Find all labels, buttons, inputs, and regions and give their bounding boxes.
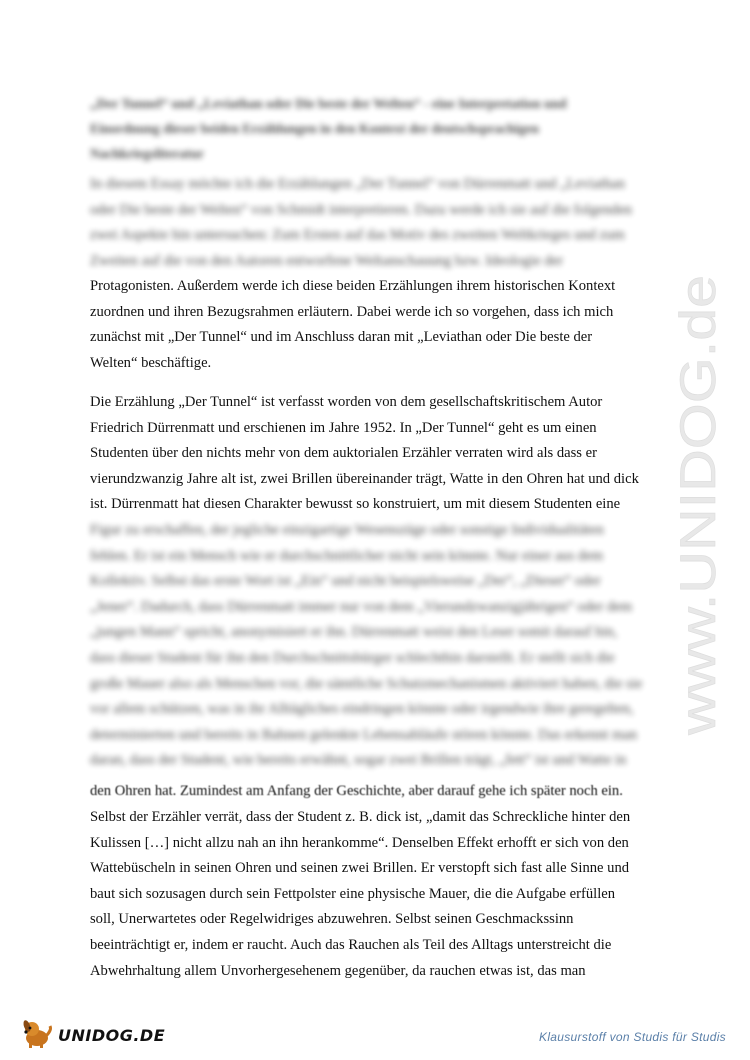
text-line: dass dieser Student für ihn den Durchschnittsbürger schlechthin darstellt. Er stellt sich die bbox=[90, 649, 615, 666]
text-line: Friedrich Dürrenmatt und erschienen im Jahre 1952. In „Der Tunnel“ geht es um einen bbox=[90, 419, 597, 436]
text-line: „Jener“. Dadurch, dass Dürrenmatt immer nur von dem „Vierundzwanzigjährigen“ oder dem bbox=[90, 598, 633, 615]
text-line: determinierten und bereits in Bahnen gelenkte Lebensabläufe stören könnte. Das erkennt man bbox=[90, 726, 638, 743]
title-line: Einordnung dieser beiden Erzählungen in den Kontext der deutschsprachigen bbox=[90, 121, 539, 136]
text-line: Wattebüscheln in seinen Ohren und seinen zwei Brillen. Er verstopft sich fast alle Sinne und bbox=[90, 860, 630, 877]
text-line: Kulissen […] nicht allzu nah an ihn herankomme“. Denselben Effekt erhofft er sich von den bbox=[90, 834, 629, 851]
text-line: Abwehrhaltung allem Unvorhergesehenem gegenüber, da rauchen etwas ist, das man bbox=[90, 962, 586, 979]
text-line: zwei Aspekte hin untersuchen: Zum Ersten auf das Motiv des zweiten Weltkrieges und zum bbox=[90, 227, 625, 244]
svg-text:www.UNIDOG.de: www.UNIDOG.de bbox=[670, 346, 726, 735]
logo-text: UNIDOG.DE bbox=[58, 1025, 166, 1045]
text-line: Studenten über den nichts mehr von dem auktorialen Erzähler verraten wird als dass er bbox=[90, 445, 597, 462]
text-line: beeinträchtigt er, indem er raucht. Auch das Rauchen als Teil des Alltags unterstreicht die bbox=[90, 936, 612, 953]
text-line: oder Die beste der Welten“ von Schmidt interpretieren. Dazu werde ich sie auf die folgenden bbox=[90, 201, 632, 218]
text-line: In diesem Essay möchte ich die Erzählungen „Der Tunnel“ von Dürrenmatt und „Leviathan bbox=[90, 176, 625, 192]
footer-tagline: Klausurstoff von Studis für Studis bbox=[539, 1030, 726, 1044]
paragraph-tunnel bbox=[90, 390, 660, 518]
footer-logo[interactable] bbox=[20, 1015, 180, 1055]
watermark bbox=[657, 270, 737, 740]
text-line: den Ohren hat. Zumindest am Anfang der Geschichte, aber darauf gehe ich später noch ein. bbox=[90, 783, 623, 799]
text-line: große Mauer also als Menschen vor, die sämtliche Schutzmechanismen aktiviert haben, die sie bbox=[90, 675, 643, 692]
text-line: zunächst mit „Der Tunnel“ und im Anschluss daran mit „Leviathan oder Die beste der bbox=[90, 329, 593, 346]
text-line: Figur zu erschaffen, der jegliche einzigartige Wesenszüge oder sonstige Individualitäten bbox=[90, 522, 604, 538]
text-line: „jungen Mann“ spricht, anonymisiert er ihn. Dürrenmatt weist den Leser somit darauf hin, bbox=[90, 624, 618, 641]
text-line: Selbst der Erzähler verrät, dass der Student z. B. dick ist, „damit das Schreckliche hinter den bbox=[90, 809, 631, 825]
text-line: Zweiten auf die von den Autoren entworfene Weltanschauung bzw. Ideologie der bbox=[90, 252, 563, 269]
text-line: vierundzwanzig Jahre alt ist, zwei Brillen übereinander trägt, Watte in den Ohren hat und dick bbox=[90, 470, 639, 487]
text-line: daran, dass der Student, wie bereits erwähnt, sogar zwei Brillen trägt, „fett“ ist und Watte in bbox=[90, 752, 627, 769]
text-line: Welten“ beschäftige. bbox=[90, 354, 212, 371]
intro-paragraph-blurred bbox=[90, 172, 660, 274]
document-title bbox=[90, 91, 610, 166]
text-line: Die Erzählung „Der Tunnel“ ist verfasst worden von dem gesellschaftskritischem Autor bbox=[90, 394, 603, 410]
text-line: ist. Dürrenmatt hat diesen Charakter bewusst so konstruiert, um mit diesem Studenten eine bbox=[90, 496, 621, 513]
dog-logo-icon bbox=[20, 1016, 54, 1055]
text-line: Kollektiv. Selbst das erste Wort ist „Ein“ und nicht beispielsweise „Der“, „Dieser“ oder bbox=[90, 573, 601, 590]
text-line: fehlen. Er ist ein Mensch wie er durchschnittlicher nicht sein könnte. Nur einer aus dem bbox=[90, 547, 604, 564]
text-line: zuordnen und ihren Bezugsrahmen erläutern. Dabei werde ich so vorgehen, dass ich mich bbox=[90, 303, 614, 320]
middle-paragraph-blurred bbox=[90, 518, 660, 774]
text-line: soll, Unerwartetes oder Regelwidriges abzuwehren. Selbst seinen Geschmackssinn bbox=[90, 911, 574, 928]
transition-line bbox=[90, 779, 660, 805]
paragraph-senses bbox=[90, 805, 660, 984]
text-line: baut sich sozusagen durch sein Fettpolster eine physische Mauer, die die Aufgabe erfüllen bbox=[90, 885, 616, 902]
paragraph-intro bbox=[90, 274, 660, 376]
title-line: Nachkriegsliteratur bbox=[90, 146, 204, 161]
text-line: vor allem schützen, was in ihr Alltägliches eindringen könnte oder irgendwie ihre geregelten, bbox=[90, 701, 634, 718]
text-line: Protagonisten. Außerdem werde ich diese beiden Erzählungen ihrem historischen Kontext bbox=[90, 278, 616, 294]
title-line: „Der Tunnel“ und „Leviathan oder Die beste der Welten“ - eine Interpretation und bbox=[90, 96, 567, 111]
